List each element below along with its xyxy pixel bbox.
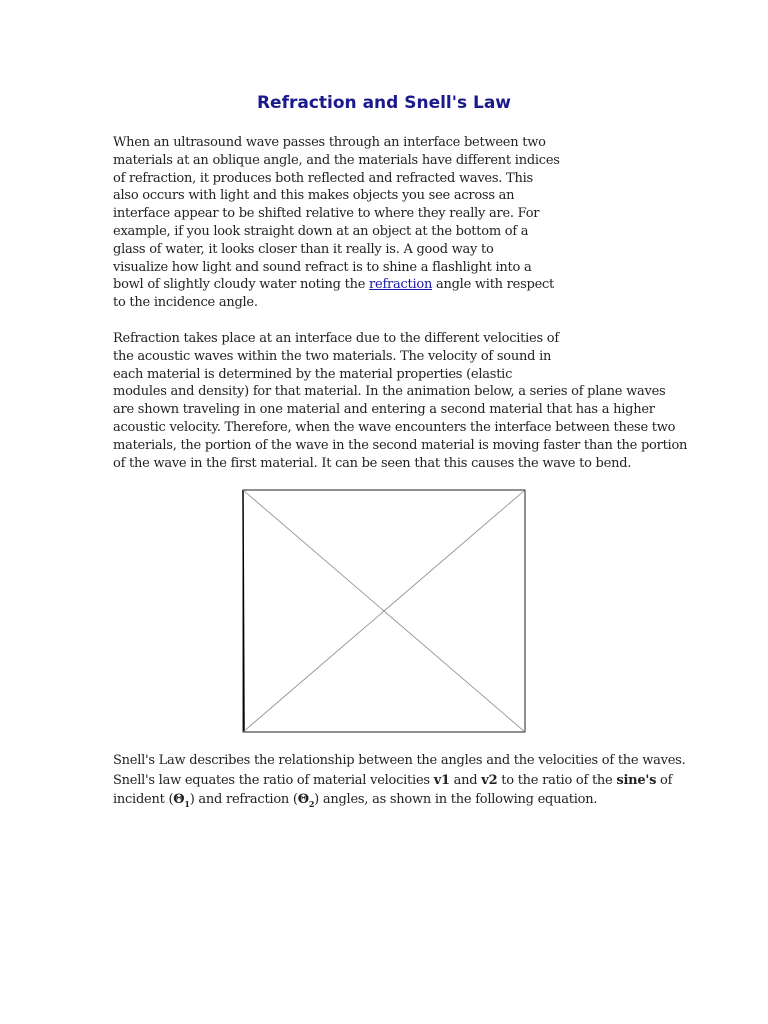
text-line (113, 276, 560, 294)
velocity-paragraph (113, 330, 687, 472)
intro-paragraph (113, 134, 560, 312)
velocity-term: v1 (433, 772, 450, 788)
text-fragment: ) and refraction ( (189, 792, 298, 808)
text-line: the acoustic waves within the two materials. The velocity of sound in (113, 348, 552, 364)
text-line: Refraction takes place at an interface due to the different velocities of (113, 331, 559, 346)
theta-symbol: Θ (297, 792, 309, 808)
text-line: are shown traveling in one material and entering a second material that has a higher (113, 402, 655, 418)
text-line: acoustic velocity. Therefore, when the wave encounters the interface between these two (113, 419, 676, 435)
text-line: of the wave in the first material. It can be seen that this causes the wave to bend. (113, 455, 632, 471)
text-line (113, 771, 685, 791)
text-line: materials at an oblique angle, and the materials have different indices (113, 152, 560, 168)
text-fragment: incident ( (113, 792, 174, 808)
text-line: materials, the portion of the wave in the second material is moving faster than the portion (113, 437, 688, 453)
text-line: interface appear to be shifted relative to where they really are. For (113, 206, 540, 222)
text-line: each material is determined by the material properties (elastic (113, 366, 513, 382)
text-line: Snell's Law describes the relationship between the angles and the velocities of the waves. (113, 753, 686, 768)
text-line: example, if you look straight down at an object at the bottom of a (113, 223, 529, 239)
refraction-link[interactable]: refraction (369, 277, 433, 293)
text-line (113, 790, 685, 810)
text-line: glass of water, it looks closer than it really is. A good way to (113, 241, 494, 257)
text-line: also occurs with light and this makes objects you see across an (113, 188, 515, 204)
velocity-term: v2 (481, 772, 498, 788)
broken-image-placeholder (242, 489, 526, 733)
text-line: of refraction, it produces both reflected and refracted waves. This (113, 170, 533, 186)
text-fragment: to the ratio of the (497, 772, 617, 788)
page-title: Refraction and Snell's Law (256, 93, 512, 113)
sine-term: sine's (616, 772, 657, 788)
text-line: to the incidence angle. (113, 295, 258, 311)
theta-subscript: 1 (184, 798, 190, 809)
text-line: visualize how light and sound refract is to shine a flashlight into a (113, 259, 532, 275)
text-line: modules and density) for that material. In the animation below, a series of plane waves (113, 384, 666, 400)
theta-subscript: 2 (308, 798, 315, 809)
text-fragment: ) angles, as shown in the following equation. (314, 792, 598, 808)
text-fragment: Snell's law equates the ratio of material velocities (113, 772, 434, 788)
text-line: When an ultrasound wave passes through an interface between two (113, 135, 546, 150)
text-fragment: and (449, 772, 482, 788)
snells-law-paragraph (113, 751, 685, 810)
placeholder-left-edge (243, 490, 244, 732)
text-fragment: bowl of slightly cloudy water noting the (113, 277, 370, 293)
text-fragment: angle with respect (432, 277, 555, 293)
theta-symbol: Θ (173, 792, 185, 808)
text-fragment: of (656, 772, 673, 788)
